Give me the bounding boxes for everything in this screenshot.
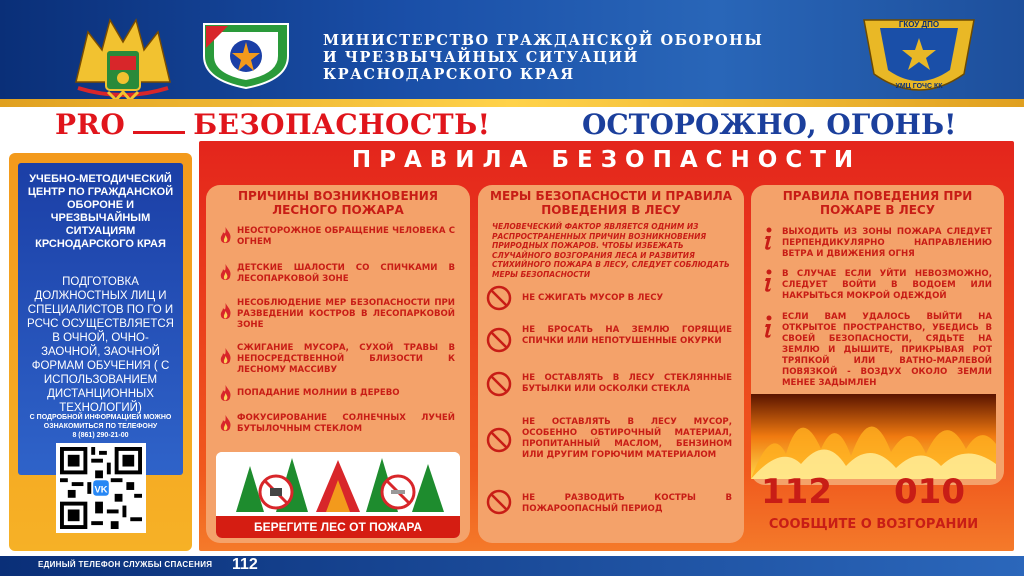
- safety-rules-board: [199, 141, 1014, 551]
- ministry-line-3: КРАСНОДАРСКОГО КРАЯ: [323, 66, 575, 83]
- behavior-item-2: В СЛУЧАЕ ЕСЛИ УЙТИ НЕВОЗМОЖНО, СЛЕДУЕТ ВОЙТИ В ВОДОЕМ ИЛИ НАКРЫТЬСЯ МОКРОЙ ОДЕЖДОЙ: [782, 269, 992, 301]
- umc-badge-icon: [860, 14, 978, 100]
- flame-icon: [219, 227, 232, 245]
- ministry-title: [323, 32, 763, 83]
- info-icon: [761, 315, 775, 339]
- sidebar-description: ПОДГОТОВКА ДОЛЖНОСТНЫХ ЛИЦ И СПЕЦИАЛИСТОВ ПО ГО И РСЧС ОСУЩЕСТВЛЯЕТСЯ В ОЧНОЙ, ОЧНО-ЗАОЧНОЙ, ЗАОЧНОЙ ФОРМАМ ОБУЧЕНИЯ ( С ИСПОЛЬЗОВАНИЕМ ДИСТАНЦИОННЫХ ТЕХНОЛОГИЙ): [27, 276, 174, 414]
- behavior-item-3: ЕСЛИ ВАМ УДАЛОСЬ ВЫЙТИ НА ОТКРЫТОЕ ПРОСТРАНСТВО, УБЕДИСЬ В СВОЕЙ БЕЗОПАСНОСТИ, СЯДЬТЕ НА ЗЕМЛЮ И ДЫШИТЕ, ПРИКРЫВАЯ РОТ ТРЯПКОЙ ИЛИ ВАТНО-МАРЛЕВОЙ ПОВЯЗКОЙ - ВОЗДУХ ОКОЛО ЗЕМЛИ МЕНЕЕ ЗАДЫМЛЕН: [782, 312, 992, 388]
- badge-top-text: ГКОУ ДПО: [898, 20, 940, 29]
- prohibition-icon: [486, 371, 512, 397]
- emergency-number-112: 112: [761, 472, 832, 512]
- causes-column: [206, 185, 470, 543]
- sidebar-blue-panel: [18, 163, 183, 475]
- causes-title: ПРИЧИНЫ ВОЗНИКНОВЕНИЯ ЛЕСНОГО ПОЖАРА: [238, 189, 438, 217]
- training-center-sidebar: [9, 153, 192, 551]
- cause-item-5: ПОПАДАНИЕ МОЛНИИ В ДЕРЕВО: [237, 388, 400, 398]
- footer-rescue-text: ЕДИНЫЙ ТЕЛЕФОН СЛУЖБЫ СПАСЕНИЯ: [38, 560, 213, 569]
- sidebar-contact-info: [24, 413, 177, 440]
- sidebar-info-text: С ПОДРОБНОЙ ИНФОРМАЦИЕЙ МОЖНО ОЗНАКОМИТЬСЯ ПО ТЕЛЕФОНУ: [29, 414, 172, 430]
- mchs-shield-icon: [198, 20, 294, 90]
- behavior-item-1: ВЫХОДИТЬ ИЗ ЗОНЫ ПОЖАРА СЛЕДУЕТ ПЕРПЕНДИКУЛЯРНО НАПРАВЛЕНИЮ ВЕТРА И ДВИЖЕНИЯ ОГНЯ: [782, 227, 992, 259]
- sidebar-title: УЧЕБНО-МЕТОДИЧЕСКИЙ ЦЕНТР ПО ГРАЖДАНСКОЙ ОБОРОНЕ И ЧРЕЗВЫЧАЙНЫМ СИТУАЦИЯМ КРСНОДАРСКОГО КРАЯ: [27, 173, 174, 250]
- svg-text:VK: VK: [94, 484, 108, 495]
- slogan-pro-safety: [55, 108, 490, 142]
- flame-icon: [219, 264, 232, 282]
- measures-intro: ЧЕЛОВЕЧЕСКИЙ ФАКТОР ЯВЛЯЕТСЯ ОДНИМ ИЗ РАСПРОСТРАНЕННЫХ ПРИЧИН ВОЗНИКНОВЕНИЯ ПРИРОДНЫХ ПОЖАРОВ. ЧТОБЫ ИЗБЕЖАТЬ СЛУЧАЙНОГО ВОЗГОРАНИЯ ЛЕСА И РАЗВИТИЯ СТИХИЙНОГО ПОЖАРА В ЛЕСУ, СЛЕДУЕТ СОБЛЮДАТЬ МЕРЫ БЕЗОПАСНОСТИ: [492, 222, 730, 279]
- board-title: ПРАВИЛА БЕЗОПАСНОСТИ: [351, 147, 862, 173]
- flame-icon: [219, 303, 232, 321]
- cause-item-6: ФОКУСИРОВАНИЕ СОЛНЕЧНЫХ ЛУЧЕЙ БУТЫЛОЧНЫМ СТЕКЛОМ: [237, 413, 455, 434]
- behavior-title: ПРАВИЛА ПОВЕДЕНИЯ ПРИ ПОЖАРЕ В ЛЕСУ: [782, 189, 973, 217]
- prohibition-icon: [486, 285, 512, 311]
- measure-item-3: НЕ ОСТАВЛЯТЬ В ЛЕСУ СТЕКЛЯННЫЕ БУТЫЛКИ ИЛИ ОСКОЛКИ СТЕКЛА: [522, 373, 732, 394]
- info-icon: [761, 269, 775, 293]
- slogan-blank-line: [133, 112, 185, 134]
- measures-column: [478, 185, 744, 543]
- slogan-safety: БЕЗОПАСНОСТЬ!: [193, 108, 491, 141]
- badge-bottom-text: УМЦ ГОЧС КК: [895, 83, 943, 90]
- measure-item-5: НЕ РАЗВОДИТЬ КОСТРЫ В ПОЖАРООПАСНЫЙ ПЕРИОД: [522, 493, 732, 514]
- prohibition-icon: [486, 427, 512, 453]
- slogan-careful-fire: ОСТОРОЖНО, ОГОНЬ!: [582, 108, 957, 141]
- prohibition-icon: [486, 489, 512, 515]
- forest-fire-illustration: [216, 452, 460, 538]
- report-fire-label: СООБЩИТЕ О ВОЗГОРАНИИ: [768, 517, 979, 532]
- cause-item-4: СЖИГАНИЕ МУСОРА, СУХОЙ ТРАВЫ В НЕПОСРЕДСТВЕННОЙ БЛИЗОСТИ К ЛЕСНОМУ МАССИВУ: [237, 343, 455, 375]
- krasnodar-coat-of-arms-icon: [68, 12, 178, 100]
- flame-icon: [219, 415, 232, 433]
- flame-icon: [219, 385, 232, 403]
- measures-title: МЕРЫ БЕЗОПАСНОСТИ И ПРАВИЛА ПОВЕДЕНИЯ В ЛЕСУ: [490, 189, 732, 217]
- ministry-line-1: МИНИСТЕРСТВО ГРАЖДАНСКОЙ ОБОРОНЫ: [323, 32, 764, 49]
- prohibition-icon: [486, 327, 512, 353]
- measure-item-2: НЕ БРОСАТЬ НА ЗЕМЛЮ ГОРЯЩИЕ СПИЧКИ ИЛИ НЕПОТУШЕННЫЕ ОКУРКИ: [522, 325, 732, 346]
- qr-code-icon[interactable]: [56, 443, 146, 533]
- measure-item-1: НЕ СЖИГАТЬ МУСОР В ЛЕСУ: [522, 293, 664, 303]
- emergency-number-010: 010: [894, 472, 965, 512]
- slogan-pro: PRO: [55, 108, 126, 141]
- sidebar-phone: 8 (861) 290-21-00: [72, 432, 129, 439]
- cause-item-2: ДЕТСКИЕ ШАЛОСТИ СО СПИЧКАМИ В ЛЕСОПАРКОВОЙ ЗОНЕ: [237, 263, 455, 284]
- fire-flames-image: [751, 394, 996, 479]
- footer-bar: [0, 556, 1024, 576]
- cause-item-3: НЕСОБЛЮДЕНИЕ МЕР БЕЗОПАСНОСТИ ПРИ РАЗВЕДЕНИИ КОСТРОВ В ЛЕСОПАРКОВОЙ ЗОНЕ: [237, 298, 455, 330]
- cause-item-1: НЕОСТОРОЖНОЕ ОБРАЩЕНИЕ ЧЕЛОВЕКА С ОГНЕМ: [237, 226, 455, 247]
- forest-trees-icon: [216, 452, 460, 516]
- flame-icon: [219, 348, 232, 366]
- ministry-line-2: И ЧРЕЗВЫЧАЙНЫХ СИТУАЦИЙ: [323, 49, 639, 66]
- info-icon: [761, 227, 775, 251]
- protect-forest-label: БЕРЕГИТЕ ЛЕС ОТ ПОЖАРА: [216, 516, 460, 538]
- footer-rescue-number: 112: [232, 556, 258, 573]
- measure-item-4: НЕ ОСТАВЛЯТЬ В ЛЕСУ МУСОР, ОСОБЕННО ОБТИРОЧНЫЙ МАТЕРИАЛ, ПРОПИТАННЫЙ МАСЛОМ, БЕНЗИНОМ ИЛИ ДРУГИМ ГОРЮЧИМ МАТЕРИАЛОМ: [522, 417, 732, 460]
- header-banner: [0, 0, 1024, 107]
